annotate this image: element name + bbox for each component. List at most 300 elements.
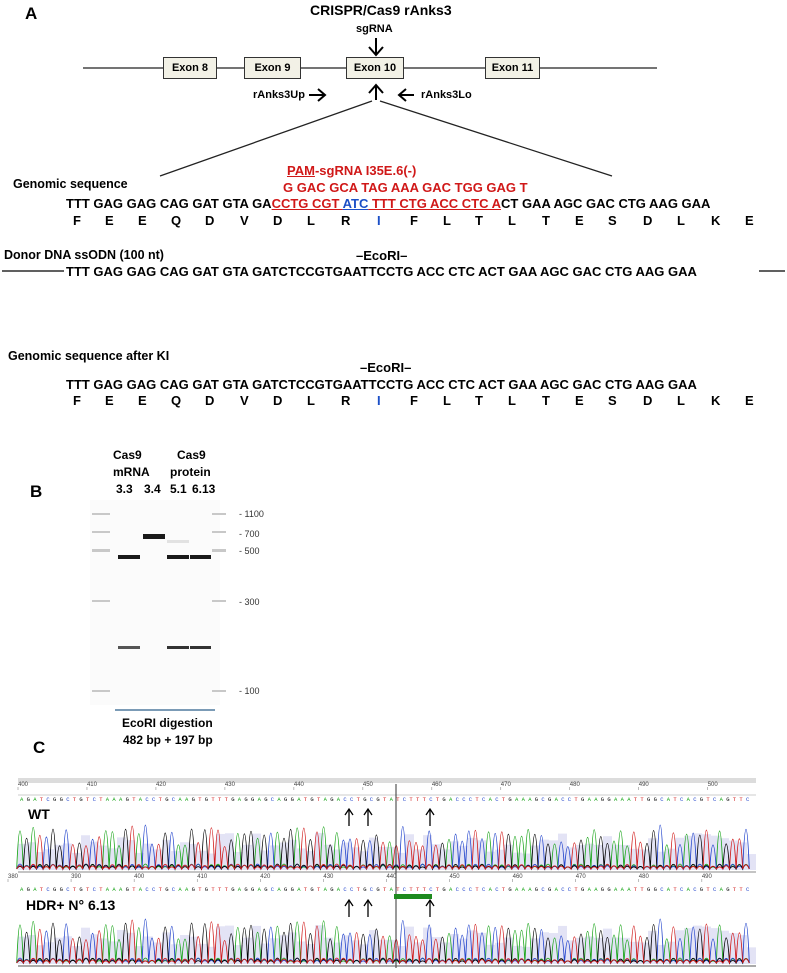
- base-letter: A: [449, 886, 453, 893]
- base-letter: G: [125, 796, 129, 803]
- group1-label-line1: Cas9: [113, 448, 142, 462]
- base-letter: A: [620, 796, 624, 803]
- base-letter: T: [396, 886, 400, 893]
- base-letter: A: [237, 796, 242, 803]
- hdr-base-strip: [20, 886, 750, 893]
- base-letter: T: [706, 886, 710, 893]
- ruler-tick: 430: [224, 782, 235, 788]
- aa: E: [575, 393, 584, 408]
- base-letter: A: [686, 796, 690, 803]
- chromatograms: [8, 778, 756, 968]
- ruler-tick: 420: [260, 874, 271, 880]
- base-letter: A: [449, 796, 453, 803]
- base-letter: A: [627, 886, 631, 893]
- aa: L: [307, 393, 315, 408]
- base-letter: A: [138, 886, 143, 893]
- base-letter: T: [475, 886, 479, 893]
- base-letter: C: [713, 796, 717, 803]
- base-letter: A: [521, 886, 525, 893]
- base-letter: A: [594, 886, 598, 893]
- base-letter: G: [284, 796, 288, 803]
- base-letter: G: [290, 796, 294, 803]
- aa: L: [677, 213, 685, 228]
- base-letter: C: [145, 796, 149, 803]
- base-letter: T: [356, 796, 360, 803]
- wt-base-strip: [20, 796, 750, 803]
- ecori-label-ki: –EcoRI–: [360, 360, 412, 375]
- base-letter: C: [92, 886, 96, 893]
- base-letter: C: [746, 886, 750, 893]
- base-letter: G: [548, 796, 552, 803]
- aa: K: [711, 213, 721, 228]
- base-letter: C: [343, 886, 347, 893]
- ecori-label-donor: –EcoRI–: [356, 248, 408, 263]
- aa: E: [745, 393, 754, 408]
- donor-label: Donor DNA ssODN (100 nt): [4, 248, 164, 262]
- base-letter: A: [686, 886, 690, 893]
- ecori-text: EcoRI: [363, 248, 401, 263]
- ruler-tick: 440: [293, 782, 304, 788]
- base-letter: T: [574, 886, 578, 893]
- aa: F: [410, 213, 418, 228]
- ruler-tick: 470: [575, 874, 586, 880]
- wt-label: WT: [28, 806, 50, 822]
- base-letter: A: [528, 886, 532, 893]
- base-letter: G: [330, 886, 334, 893]
- base-letter: G: [59, 796, 63, 803]
- ecori-text-ki: EcoRI: [367, 360, 405, 375]
- ruler-tick: 480: [569, 782, 580, 788]
- base-letter: C: [746, 796, 750, 803]
- base-letter: C: [369, 886, 374, 893]
- base-letter: G: [647, 886, 651, 893]
- base-letter: G: [310, 796, 314, 803]
- base-letter: A: [323, 796, 327, 803]
- exon-8-box: Exon 8: [163, 57, 217, 79]
- band-lane4-482: [190, 555, 211, 559]
- base-letter: T: [422, 886, 426, 893]
- base-letter: T: [732, 796, 737, 803]
- base-letter: G: [53, 886, 57, 893]
- base-letter: T: [317, 796, 321, 803]
- base-letter: C: [171, 796, 176, 803]
- ladder-label: - 1100: [239, 509, 264, 519]
- aa: K: [711, 393, 721, 408]
- ruler-tick: 450: [449, 874, 460, 880]
- base-letter: C: [462, 796, 466, 803]
- base-letter: C: [402, 886, 407, 893]
- base-letter: T: [633, 886, 638, 893]
- group2-label-line2: protein: [170, 465, 211, 479]
- ruler-tick: 480: [638, 874, 649, 880]
- aa: E: [105, 213, 114, 228]
- base-letter: C: [680, 796, 684, 803]
- aa: T: [542, 213, 550, 228]
- ruler-tick: 400: [18, 782, 29, 788]
- base-letter: G: [442, 886, 446, 893]
- genomic-sequence-label: Genomic sequence: [13, 177, 128, 191]
- genomic-seq-blue: ATC: [342, 196, 369, 211]
- base-letter: T: [224, 886, 228, 893]
- pam-sgrna-label: [287, 163, 416, 178]
- aa: S: [608, 393, 617, 408]
- hdr-ruler: [8, 874, 713, 882]
- aa: D: [205, 213, 215, 228]
- base-letter: G: [726, 796, 730, 803]
- base-letter: A: [336, 796, 341, 803]
- aa: E: [138, 393, 147, 408]
- base-letter: T: [158, 796, 162, 803]
- group2-label-line1: Cas9: [177, 448, 206, 462]
- base-letter: A: [185, 796, 189, 803]
- base-letter: A: [594, 796, 598, 803]
- ruler-tick: 400: [134, 874, 145, 880]
- base-letter: G: [204, 796, 209, 803]
- aa: E: [575, 213, 584, 228]
- after-ki-label: Genomic sequence after KI: [8, 349, 170, 363]
- base-letter: G: [165, 796, 169, 803]
- group1-label-line2: mRNA: [113, 465, 150, 479]
- aa: F: [73, 213, 81, 228]
- aa: S: [608, 213, 617, 228]
- base-letter: T: [409, 796, 413, 803]
- aa: E: [105, 393, 114, 408]
- base-letter: A: [389, 886, 393, 893]
- ruler-tick: 440: [386, 874, 397, 880]
- base-letter: T: [673, 886, 677, 893]
- base-letter: T: [99, 796, 103, 803]
- lane-label: 3.4: [144, 482, 161, 496]
- base-letter: G: [600, 886, 605, 893]
- base-letter: T: [72, 796, 77, 803]
- base-letter: A: [185, 886, 189, 893]
- base-letter: A: [257, 886, 261, 893]
- base-letter: T: [409, 886, 413, 893]
- base-letter: G: [284, 886, 288, 893]
- base-letter: T: [317, 886, 321, 893]
- base-letter: A: [627, 796, 631, 803]
- base-letter: G: [26, 796, 30, 803]
- base-letter: G: [653, 796, 657, 803]
- base-letter: A: [105, 886, 110, 893]
- base-letter: G: [125, 886, 129, 893]
- base-letter: C: [660, 886, 664, 893]
- band-lane4-197: [190, 646, 211, 649]
- base-letter: C: [495, 886, 499, 893]
- aa: E: [745, 213, 754, 228]
- band-lane1-197: [118, 646, 140, 649]
- base-letter: G: [53, 796, 57, 803]
- aa: R: [341, 213, 351, 228]
- base-letter: G: [244, 886, 248, 893]
- base-letter: G: [548, 886, 552, 893]
- base-letter: A: [119, 886, 123, 893]
- wt-ruler: [18, 782, 718, 790]
- base-letter: G: [363, 796, 367, 803]
- ruler-tick: 420: [155, 782, 166, 788]
- base-letter: T: [218, 796, 222, 803]
- hdr-label: HDR+ N° 6.13: [26, 897, 116, 913]
- aa-row-2: [70, 393, 760, 409]
- base-letter: A: [666, 886, 671, 893]
- base-letter: A: [614, 796, 618, 803]
- genomic-sequence: [66, 196, 710, 211]
- base-letter: C: [66, 796, 70, 803]
- base-letter: T: [198, 796, 202, 803]
- base-letter: T: [72, 886, 77, 893]
- base-letter: T: [640, 886, 644, 893]
- aa: T: [542, 393, 550, 408]
- base-letter: C: [455, 886, 459, 893]
- base-letter: C: [455, 796, 459, 803]
- base-letter: A: [488, 886, 492, 893]
- base-letter: C: [482, 886, 486, 893]
- base-letter: G: [310, 886, 314, 893]
- ruler-tick: 460: [512, 874, 523, 880]
- base-letter: T: [396, 796, 400, 803]
- band-lane2-679: [143, 534, 165, 539]
- genomic-seq-red2: TTT CTG ACC CTC A: [368, 196, 501, 211]
- base-letter: A: [336, 886, 341, 893]
- base-letter: T: [303, 886, 308, 893]
- aa: L: [443, 393, 451, 408]
- base-letter: C: [693, 796, 697, 803]
- base-letter: G: [264, 886, 268, 893]
- base-letter: C: [468, 796, 473, 803]
- genomic-seq-start: TTT GAG GAG CAG GAT GTA GA: [66, 196, 272, 211]
- ladder-label: - 700: [239, 529, 260, 539]
- base-letter: T: [132, 886, 136, 893]
- base-letter: G: [376, 796, 380, 803]
- base-letter: A: [554, 886, 558, 893]
- base-letter: A: [20, 886, 24, 893]
- aa: L: [677, 393, 685, 408]
- base-letter: C: [46, 796, 50, 803]
- band-lane3-482: [167, 555, 189, 559]
- aa: V: [240, 393, 249, 408]
- sgrna-sequence: G GAC GCA TAG AAA GAC TGG GAG T: [283, 180, 528, 195]
- gel-caption-1: EcoRI digestion: [122, 716, 213, 730]
- base-letter: G: [653, 886, 657, 893]
- primer-up-label: rAnks3Up: [253, 89, 305, 101]
- ki-sequence: TTT GAG GAG CAG GAT GTA GATCTCCGTGAATTCCTG ACC CTC ACT GAA AGC GAC CTG AAG GAA: [66, 377, 697, 392]
- base-letter: C: [429, 796, 433, 803]
- ladder-label: - 100: [239, 686, 260, 696]
- base-letter: T: [501, 796, 506, 803]
- base-letter: G: [26, 886, 30, 893]
- base-letter: A: [277, 796, 281, 803]
- aa: L: [508, 393, 516, 408]
- aa: F: [410, 393, 418, 408]
- base-letter: T: [303, 796, 308, 803]
- lane-label: 3.3: [116, 482, 133, 496]
- primer-lo-label: rAnks3Lo: [421, 89, 472, 101]
- aa: L: [307, 213, 315, 228]
- base-letter: T: [574, 796, 578, 803]
- base-letter: G: [726, 886, 730, 893]
- base-letter: G: [290, 886, 294, 893]
- base-letter: T: [383, 886, 387, 893]
- base-letter: G: [165, 886, 169, 893]
- sgrna-name-text: -sgRNA I35E.6(-): [314, 163, 417, 178]
- base-letter: C: [567, 796, 572, 803]
- base-letter: G: [264, 796, 268, 803]
- donor-sequence: TTT GAG GAG CAG GAT GTA GATCTCCGTGAATTCCTG ACC CTC ACT GAA AGC GAC CTG AAG GAA: [66, 264, 697, 279]
- base-letter: G: [607, 796, 611, 803]
- base-letter: G: [508, 886, 512, 893]
- base-letter: C: [171, 886, 176, 893]
- base-letter: A: [515, 796, 519, 803]
- base-letter: C: [713, 886, 717, 893]
- pam-text: PAM: [287, 163, 315, 178]
- ruler-tick: 380: [8, 874, 19, 880]
- base-letter: A: [20, 796, 24, 803]
- base-letter: A: [33, 886, 37, 893]
- base-letter: C: [369, 796, 374, 803]
- base-letter: T: [39, 796, 44, 803]
- base-letter: A: [587, 886, 591, 893]
- base-letter: T: [218, 886, 222, 893]
- gel-caption-2: 482 bp + 197 bp: [123, 733, 213, 747]
- aa-row-1: [70, 213, 760, 229]
- base-letter: T: [739, 886, 743, 893]
- base-letter: T: [416, 796, 420, 803]
- aa: I: [377, 213, 381, 228]
- base-letter: A: [389, 796, 393, 803]
- genomic-seq-red1: CCTG CGT: [271, 196, 343, 211]
- band-lane3-197: [167, 646, 189, 649]
- base-letter: C: [495, 796, 499, 803]
- ruler-tick: 500: [707, 782, 718, 788]
- base-letter: G: [251, 796, 255, 803]
- base-letter: G: [59, 886, 63, 893]
- base-letter: T: [383, 796, 387, 803]
- base-letter: T: [633, 796, 638, 803]
- base-letter: G: [330, 796, 334, 803]
- base-letter: T: [99, 886, 103, 893]
- base-letter: A: [488, 796, 492, 803]
- base-letter: G: [191, 886, 195, 893]
- base-letter: G: [244, 796, 248, 803]
- base-letter: A: [178, 886, 182, 893]
- sgrna-label: sgRNA: [356, 23, 393, 35]
- panel-a-letter: A: [25, 4, 38, 23]
- base-letter: G: [534, 796, 539, 803]
- aa: I: [377, 393, 381, 408]
- base-letter: G: [581, 886, 585, 893]
- base-letter: G: [79, 886, 83, 893]
- base-letter: C: [92, 796, 96, 803]
- base-letter: T: [86, 886, 90, 893]
- panel-a-title: CRISPR/Cas9 rAnks3: [310, 2, 452, 18]
- base-letter: C: [270, 796, 275, 803]
- base-letter: A: [297, 796, 301, 803]
- base-letter: G: [79, 796, 83, 803]
- base-letter: T: [640, 796, 644, 803]
- base-letter: C: [152, 796, 156, 803]
- aa: D: [643, 393, 653, 408]
- base-letter: T: [475, 796, 479, 803]
- base-letter: C: [567, 886, 572, 893]
- base-letter: G: [699, 886, 704, 893]
- base-letter: A: [323, 886, 327, 893]
- base-letter: G: [600, 796, 605, 803]
- base-letter: G: [231, 886, 235, 893]
- base-letter: G: [442, 796, 446, 803]
- ruler-tick: 470: [500, 782, 511, 788]
- band-lane1-482: [118, 555, 140, 559]
- wt-arrows: [345, 809, 434, 826]
- base-letter: C: [561, 796, 565, 803]
- base-letter: A: [515, 886, 519, 893]
- base-letter: G: [191, 796, 195, 803]
- base-letter: A: [33, 796, 37, 803]
- base-letter: C: [680, 886, 684, 893]
- base-letter: C: [343, 796, 347, 803]
- exon-10-box: Exon 10: [346, 57, 404, 79]
- aa: R: [341, 393, 351, 408]
- panel-c-letter: C: [33, 738, 46, 757]
- base-letter: T: [198, 886, 202, 893]
- base-letter: G: [204, 886, 209, 893]
- base-letter: C: [429, 886, 433, 893]
- base-letter: C: [541, 886, 545, 893]
- base-letter: A: [237, 886, 242, 893]
- base-letter: T: [422, 796, 426, 803]
- aa: D: [273, 393, 283, 408]
- base-letter: C: [145, 886, 149, 893]
- ruler-tick: 450: [362, 782, 373, 788]
- aa: V: [240, 213, 249, 228]
- base-letter: T: [224, 796, 228, 803]
- ruler-tick: 430: [323, 874, 334, 880]
- aa: D: [205, 393, 215, 408]
- aa: E: [138, 213, 147, 228]
- aa: Q: [171, 213, 182, 228]
- aa: Q: [171, 393, 182, 408]
- base-letter: T: [435, 796, 440, 803]
- base-letter: A: [138, 796, 143, 803]
- base-letter: T: [739, 796, 743, 803]
- panel-b-letter: B: [30, 482, 43, 501]
- base-letter: C: [462, 886, 466, 893]
- base-letter: C: [46, 886, 50, 893]
- base-letter: A: [521, 796, 525, 803]
- base-letter: A: [257, 796, 261, 803]
- faint-band: [167, 540, 189, 543]
- base-letter: A: [614, 886, 618, 893]
- base-letter: T: [706, 796, 710, 803]
- base-letter: C: [541, 796, 545, 803]
- base-letter: G: [231, 796, 235, 803]
- ladder-label: - 500: [239, 546, 260, 556]
- ruler-tick: 490: [638, 782, 649, 788]
- base-letter: T: [132, 796, 136, 803]
- base-letter: G: [581, 796, 585, 803]
- base-letter: G: [363, 886, 367, 893]
- ladder-label: - 300: [239, 597, 260, 607]
- base-letter: C: [561, 886, 565, 893]
- base-letter: T: [501, 886, 506, 893]
- base-letter: T: [435, 886, 440, 893]
- aa: D: [273, 213, 283, 228]
- base-letter: A: [105, 796, 110, 803]
- ruler-tick: 410: [86, 782, 97, 788]
- ruler-tick: 490: [701, 874, 712, 880]
- base-letter: A: [178, 796, 182, 803]
- aa: F: [73, 393, 81, 408]
- base-letter: A: [119, 796, 123, 803]
